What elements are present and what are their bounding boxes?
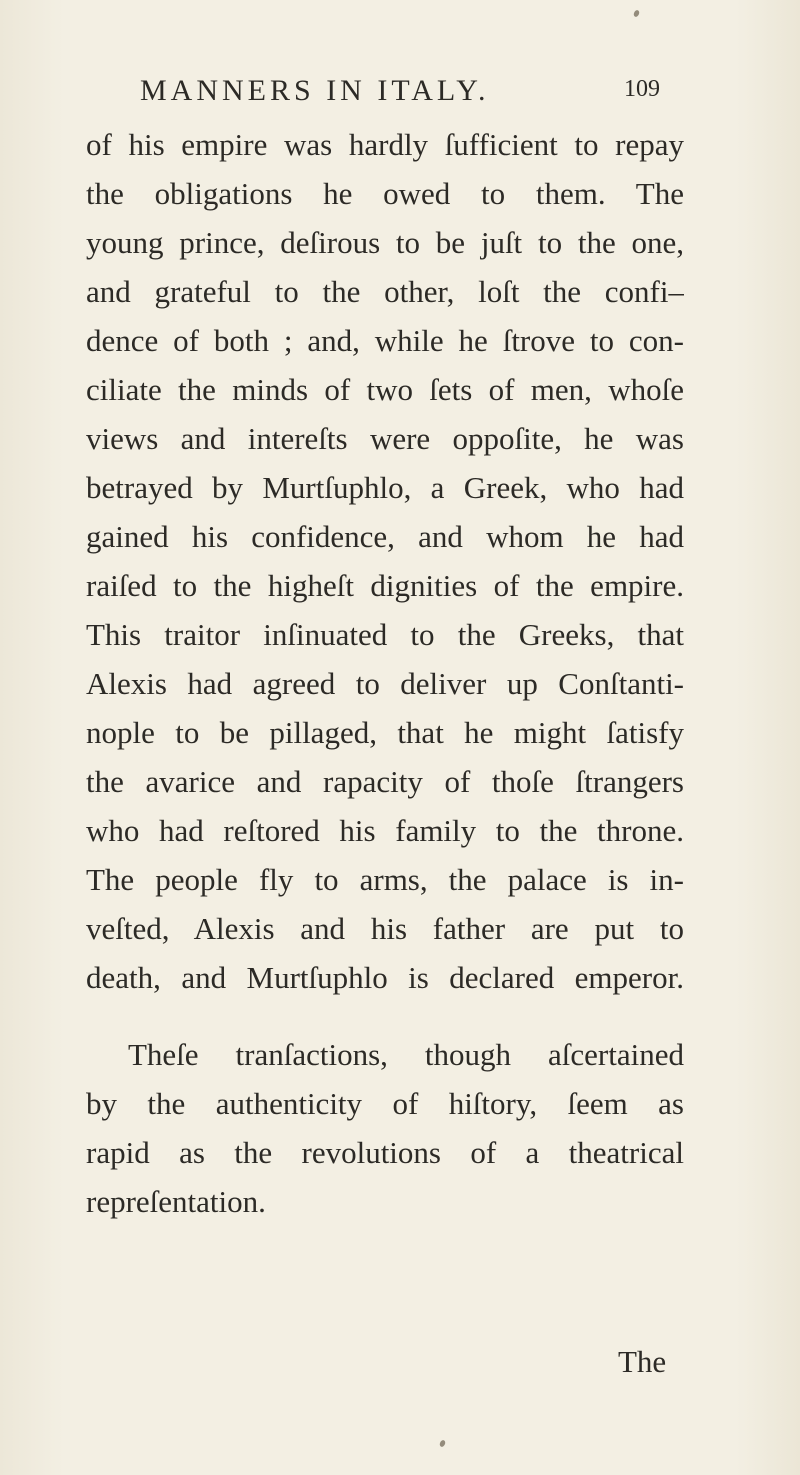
text-line: views and intereſts were oppoſite, he was (86, 421, 684, 456)
text-line: gained his confidence, and whom he had (86, 519, 684, 554)
text-line: death, and Murtſuphlo is declared emperor. (86, 960, 684, 995)
running-head (140, 74, 660, 114)
text-line: of his empire was hardly ſufficient to repay (86, 127, 684, 162)
paragraph-1 (86, 120, 684, 1002)
text-line: betrayed by Murtſuphlo, a Greek, who had (86, 470, 684, 505)
text-line: The people fly to arms, the palace is in- (86, 862, 684, 897)
text-line: the obligations he owed to them. The (86, 176, 684, 211)
text-line: nople to be pillaged, that he might ſatisfy (86, 715, 684, 750)
paper-speck (633, 9, 640, 17)
text-line: ciliate the minds of two ſets of men, whoſe (86, 372, 684, 407)
running-head-title: MANNERS IN ITALY. (140, 74, 490, 107)
text-line: Alexis had agreed to deliver up Conſtanti- (86, 666, 684, 701)
text-line: dence of both ; and, while he ſtrove to con- (86, 323, 684, 358)
text-line: young prince, deſirous to be juſt to the one, (86, 225, 684, 260)
text-line: raiſed to the higheſt dignities of the empire. (86, 568, 684, 603)
page-number: 109 (624, 76, 660, 102)
body-text (86, 120, 684, 1226)
text-line: by the authenticity of hiſtory, ſeem as (86, 1086, 684, 1121)
paragraph-gap (86, 1002, 684, 1030)
text-line: and grateful to the other, loſt the confi– (86, 274, 684, 309)
text-line: rapid as the revolutions of a theatrical (86, 1135, 684, 1170)
text-line: who had reſtored his family to the throne. (86, 813, 684, 848)
catchword: The (618, 1344, 667, 1379)
text-line: veſted, Alexis and his father are put to (86, 911, 684, 946)
text-line: Theſe tranſactions, though aſcertained (128, 1037, 684, 1072)
text-line: This traitor inſinuated to the Greeks, that (86, 617, 684, 652)
text-line: repreſentation. (86, 1184, 266, 1219)
paper-speck (439, 1439, 446, 1447)
paragraph-2 (86, 1030, 684, 1226)
text-line: the avarice and rapacity of thoſe ſtrangers (86, 764, 684, 799)
